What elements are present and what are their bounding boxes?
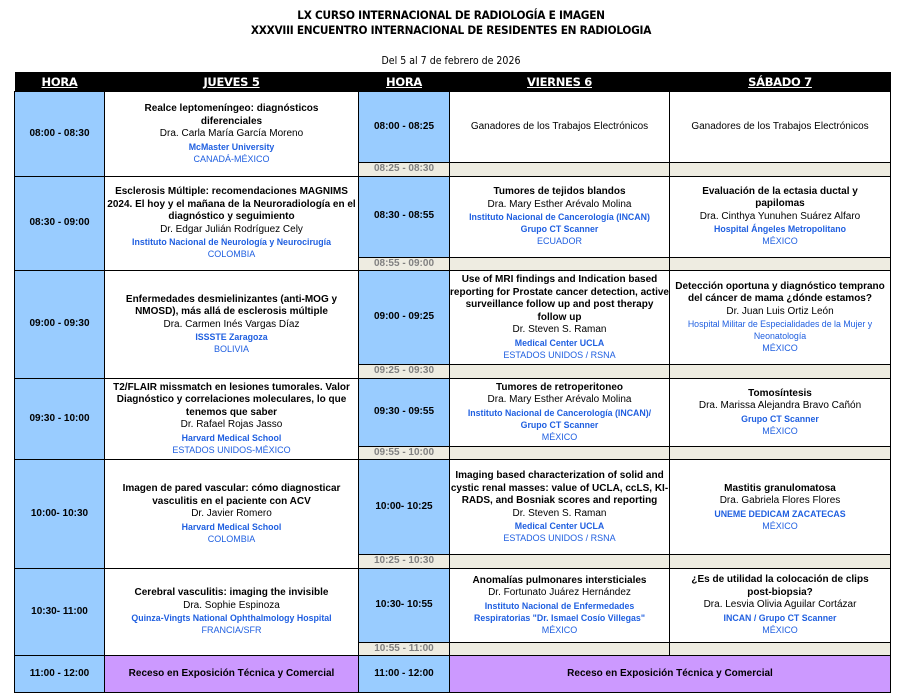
fri-recess-time: 11:00 - 12:00	[359, 656, 450, 693]
col-header-jueves: JUEVES 5	[105, 72, 359, 92]
gap-fill	[450, 365, 670, 379]
gap-fill	[450, 446, 670, 460]
thu-time-cell: 08:30 - 09:00	[15, 176, 105, 271]
institution: Hospital Militar de Especialidades de la Mujer y Neonatología	[687, 319, 873, 342]
session-title: Realce leptomeníngeo: diagnósticos diferenciales	[144, 103, 319, 127]
sat-session	[670, 92, 891, 163]
fri-session	[450, 271, 670, 365]
gap-fill	[450, 257, 670, 271]
thu-session	[105, 271, 359, 379]
institution: Instituto Nacional de Neurología y Neurocirugía	[132, 237, 331, 248]
thu-time-cell: 09:00 - 09:30	[15, 271, 105, 379]
speaker: Dr. Juan Luis Ortiz León	[726, 305, 834, 317]
session-title: Evaluación de la ectasia ductal y papilomas	[702, 185, 858, 210]
institution-secondary: Grupo CT Scanner	[520, 224, 599, 234]
gap-time: 08:25 - 08:30	[359, 163, 450, 177]
country: ECUADOR	[536, 236, 582, 246]
session-title: Imagen de pared vascular: cómo diagnosticar vasculitis en el paciente con ACV	[122, 483, 341, 507]
country: MÉXICO	[541, 431, 578, 442]
country: MÉXICO	[762, 425, 798, 436]
thu-session	[105, 92, 359, 177]
thu-session	[105, 378, 359, 460]
country: ESTADOS UNIDOS / RSNA	[503, 349, 616, 360]
speaker: Dr. Steven S. Raman	[512, 507, 607, 519]
thu-recess-time: 11:00 - 12:00	[15, 656, 105, 693]
gap-time: 09:55 - 10:00	[359, 446, 450, 460]
session-title: Esclerosis Múltiple: recomendaciones MAGNIMS 2024. El hoy y el mañana de la Neuroradiología en el diagnóstico y seguimiento	[107, 186, 356, 223]
event-dates: Del 5 al 7 de febrero de 2026	[381, 55, 521, 67]
country: BOLIVIA	[213, 344, 249, 354]
institution: McMaster University	[188, 141, 275, 152]
thu-time-cell: 09:30 - 10:00	[15, 378, 105, 460]
table-row	[15, 176, 891, 257]
table-row	[15, 460, 891, 555]
speaker: Dra. Mary Esther Arévalo Molina	[487, 394, 632, 405]
speaker: Dr. Edgar Julián Rodríguez Cely	[160, 223, 303, 235]
session-title: Tomosíntesis	[748, 387, 812, 399]
gap-time: 10:55 - 11:00	[359, 642, 450, 656]
session-title: Use of MRI findings and Indication based reporting for Prostate cancer detection, active surveillance follow up and post therapy follow up	[450, 274, 669, 323]
speaker: Dra. Mary Esther Arévalo Molina	[487, 198, 632, 210]
col-header-sabado: SÁBADO 7	[670, 72, 891, 92]
country: COLOMBIA	[207, 249, 256, 260]
session-title: ¿Es de utilidad la colocación de clips post-biopsia?	[691, 574, 869, 598]
fri-session	[450, 176, 670, 257]
country: MÉXICO	[762, 520, 798, 531]
table-row	[15, 92, 891, 163]
gap-fill	[670, 446, 891, 460]
country: FRANCIA/SFR	[201, 625, 262, 636]
sat-session	[670, 271, 891, 365]
speaker: Dra. Carla María García Moreno	[159, 128, 304, 139]
speaker: Dr. Javier Romero	[191, 508, 272, 519]
session-title: Enfermedades desmielinizantes (anti-MOG y NMOSD), más allá de esclerosis múltiple	[125, 293, 338, 317]
gap-time: 08:55 - 09:00	[359, 257, 450, 271]
institution: Medical Center UCLA	[514, 337, 605, 348]
col-header-hora-fri: HORA	[359, 72, 450, 92]
institution: Harvard Medical School	[181, 432, 282, 443]
country: CANADÁ-MÉXICO	[193, 153, 270, 164]
speaker: Dra. Sophie Espinoza	[183, 599, 280, 611]
institution: UNEME DEDICAM ZACATECAS	[714, 508, 846, 519]
sat-session	[670, 176, 891, 257]
speaker: Dra. Carmen Inés Vargas Díaz	[163, 318, 300, 330]
document-title	[36, 8, 866, 38]
session-title: Anomalías pulmonares intersticiales	[472, 574, 647, 586]
institution: Instituto Nacional de Enfermedades Respiratorias "Dr. Ismael Cosío Villegas"	[474, 600, 645, 623]
thu-time-cell: 08:00 - 08:30	[15, 92, 105, 177]
gap-fill	[670, 163, 891, 177]
session-title: Detección oportuna y diagnóstico temprano del cáncer de mama ¿dónde estamos?	[675, 280, 885, 305]
fri-session	[450, 460, 670, 555]
fri-time-cell: 10:30- 10:55	[359, 568, 450, 642]
speaker: Dr. Fortunato Juárez Hernández	[488, 587, 631, 598]
country: COLOMBIA	[207, 533, 256, 544]
session-title: Tumores de retroperitoneo	[495, 381, 624, 393]
country: ESTADOS UNIDOS / RSNA	[503, 533, 616, 543]
institution: Instituto Nacional de Cancerología (INCAN)	[469, 212, 650, 222]
sat-session	[670, 568, 891, 642]
thu-session	[105, 176, 359, 271]
gap-fill	[670, 257, 891, 271]
country: MÉXICO	[762, 236, 798, 247]
fri-time-cell: 08:30 - 08:55	[359, 176, 450, 257]
session-title: T2/FLAIR missmatch en lesiones tumorales. Valor Diagnóstico y correlaciones moleculares, lo que tenemos que saber	[113, 381, 350, 418]
institution: Instituto Nacional de Cancerología (INCAN)/	[467, 407, 652, 418]
thu-time-cell: 10:00- 10:30	[15, 460, 105, 569]
session-title: Ganadores de los Trabajos Electrónicos	[691, 120, 869, 132]
institution: INCAN / Grupo CT Scanner	[723, 612, 837, 623]
col-header-viernes: VIERNES 6	[450, 72, 670, 92]
recess-row	[15, 656, 891, 693]
header-row	[15, 72, 891, 92]
fri-time-cell: 08:00 - 08:25	[359, 92, 450, 163]
thu-session	[105, 568, 359, 656]
gap-fill	[450, 163, 670, 177]
session-title: Tumores de tejidos blandos	[493, 186, 626, 197]
fri-session	[450, 378, 670, 446]
fri-session	[450, 568, 670, 642]
sat-session	[670, 378, 891, 446]
table-row	[15, 568, 891, 642]
course-title: LX CURSO INTERNACIONAL DE RADIOLOGÍA E IMAGEN	[297, 8, 605, 22]
institution-secondary: Grupo CT Scanner	[520, 419, 599, 430]
table-row	[15, 378, 891, 446]
sat-session	[670, 460, 891, 555]
gap-fill	[450, 642, 670, 656]
fri-time-cell: 09:30 - 09:55	[359, 378, 450, 446]
institution: Quinza-Vingts National Ophthalmology Hospital	[131, 613, 332, 624]
thu-time-cell: 10:30- 11:00	[15, 568, 105, 656]
session-title: Mastitis granulomatosa	[724, 482, 836, 494]
speaker: Dra. Gabriela Flores Flores	[719, 495, 841, 506]
speaker: Dra. Marissa Alejandra Bravo Cañón	[698, 400, 862, 411]
gap-time: 09:25 - 09:30	[359, 365, 450, 379]
speaker: Dr. Rafael Rojas Jasso	[180, 419, 283, 431]
country: MÉXICO	[541, 624, 578, 635]
fri-session	[450, 92, 670, 163]
col-header-hora-thu: HORA	[15, 72, 105, 92]
institution: Harvard Medical School	[181, 521, 282, 532]
fri-time-cell: 09:00 - 09:25	[359, 271, 450, 365]
schedule-table	[14, 72, 891, 693]
gap-time: 10:25 - 10:30	[359, 555, 450, 569]
gap-fill	[670, 642, 891, 656]
institution: Grupo CT Scanner	[741, 413, 819, 424]
gap-fill	[670, 555, 891, 569]
meeting-title: XXXVIII ENCUENTRO INTERNACIONAL DE RESIDENTES EN RADIOLOGIA	[250, 23, 652, 37]
session-title: Ganadores de los Trabajos Electrónicos	[470, 120, 649, 132]
gap-fill	[450, 555, 670, 569]
country: MÉXICO	[762, 343, 798, 354]
country: ESTADOS UNIDOS-MÉXICO	[172, 444, 291, 455]
institution: Medical Center UCLA	[514, 521, 605, 531]
thu-session	[105, 460, 359, 569]
institution: ISSSTE Zaragoza	[195, 332, 268, 342]
speaker: Dra. Lesvia Olivia Aguilar Cortázar	[703, 599, 857, 611]
institution: Hospital Ángeles Metropolitano	[714, 224, 846, 235]
session-title: Imaging based characterization of solid and cystic renal masses: value of UCLA, ccLS, KI-RADS, and Bosniak scores and reporting	[450, 470, 669, 506]
thu-recess: Receso en Exposición Técnica y Comercial	[105, 656, 359, 693]
speaker: Dr. Steven S. Raman	[512, 324, 607, 336]
table-row	[15, 271, 891, 365]
country: MÉXICO	[762, 624, 798, 635]
session-title: Cerebral vasculitis: imaging the invisible	[134, 587, 329, 599]
speaker: Dra. Cinthya Yunuhen Suárez Alfaro	[699, 210, 861, 222]
fri-time-cell: 10:00- 10:25	[359, 460, 450, 555]
fri-sat-recess: Receso en Exposición Técnica y Comercial	[450, 656, 891, 693]
gap-fill	[670, 365, 891, 379]
